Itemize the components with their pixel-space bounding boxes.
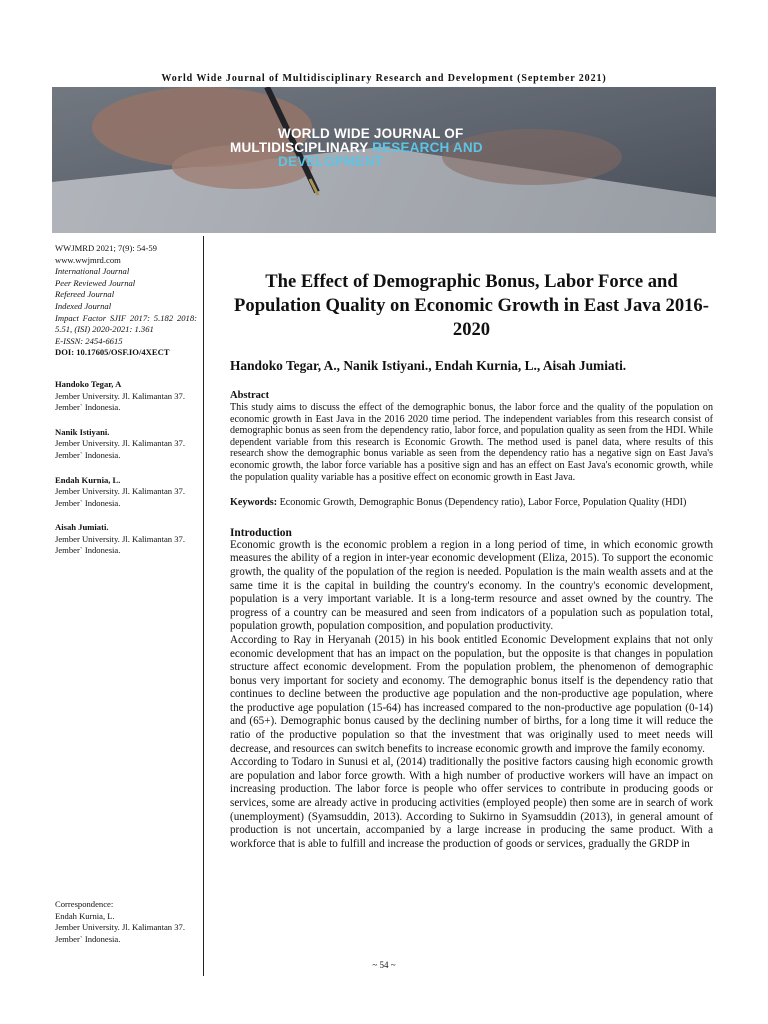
paper-authors: Handoko Tegar, A., Nanik Istiyani., Endah Kurnia, L., Aisah Jumiati.: [230, 358, 627, 373]
column-divider: [203, 236, 204, 976]
author-affiliation: Jember University. Jl. Kalimantan 37. Jember` Indonesia.: [55, 438, 185, 460]
correspondence-label: Correspondence:: [55, 899, 114, 909]
doi-link[interactable]: DOI: 10.17605/OSF.IO/4XECT: [55, 347, 170, 358]
intro-paragraph-1: Economic growth is the economic problem a region in a long period of time, in which economic growth measures the ability of a region in inter-year economic development (Eliza, 2015). To support the economic growth, the quality of the population of the region is needed. Population is the main wealth assets and at the same time it is the capital in building the country's economy. In the country's economic development, population is a very important variable. It is a long-term resource and asset owned by the country. The progress of a country can be measured and seen from indicators of a population such as population total, population growth, population composition, and population productivity.: [230, 538, 713, 633]
keywords-text: Economic Growth, Demographic Bonus (Dependency ratio), Labor Force, Population Quality (HDI): [279, 497, 687, 509]
banner-line-3: DEVELOPMENT: [278, 154, 383, 169]
citation: WWJMRD 2021; 7(9): 54-59: [55, 243, 157, 253]
author-affiliation: Jember University. Jl. Kalimantan 37. Jember` Indonesia.: [55, 533, 185, 556]
page-number: ~ 54 ~: [372, 960, 396, 970]
eissn: E-ISSN: 2454-6615: [55, 335, 123, 346]
journal-type-2: Peer Reviewed Journal: [55, 277, 136, 288]
journal-banner: [52, 87, 716, 233]
sidebar-meta: [55, 243, 197, 557]
impact-factor: Impact Factor SJIF 2017: 5.182 2018: 5.51, (ISI) 2020-2021: 1.361: [55, 312, 197, 335]
banner-title: [230, 127, 483, 169]
banner-line-1: WORLD WIDE JOURNAL OF: [278, 126, 464, 141]
introduction-heading: Introduction: [230, 526, 292, 539]
journal-type-1: International Journal: [55, 266, 130, 277]
author-name: Aisah Jumiati.: [55, 522, 109, 533]
correspondence-block: [55, 899, 197, 945]
journal-type-3: Refereed Journal: [55, 289, 115, 300]
journal-header: World Wide Journal of Multidisciplinary Research and Development (September 2021): [161, 73, 607, 84]
website-link[interactable]: www.wwjmrd.com: [55, 254, 121, 265]
main-column: [230, 270, 713, 851]
sidebar-author-3: [55, 475, 197, 510]
banner-line-2b: RESEARCH AND: [372, 140, 483, 155]
author-affiliation: Jember University. Jl. Kalimantan 37. Jember` Indonesia.: [55, 390, 185, 413]
keywords-label: Keywords:: [230, 497, 278, 509]
paper-title: The Effect of Demographic Bonus, Labor Force and Population Quality on Economic Growth in East Java 2016-2020: [234, 271, 709, 340]
author-name: Handoko Tegar, A: [55, 378, 122, 389]
banner-line-2a: MULTIDISCIPLINARY: [230, 140, 373, 155]
keywords: [230, 497, 713, 509]
author-name: Endah Kurnia, L.: [55, 474, 121, 485]
correspondence-name: Endah Kurnia, L.: [55, 910, 115, 921]
journal-type-4: Indexed Journal: [55, 300, 112, 311]
sidebar-author-2: [55, 427, 197, 462]
correspondence-affiliation: Jember University. Jl. Kalimantan 37. Jember` Indonesia.: [55, 922, 185, 944]
intro-paragraph-2: According to Ray in Heryanah (2015) in his book entitled Economic Development explains that not only economic development that has an impact on the population, but the opposite is that changes in population structure affect economic development. From the population problem, the phenomenon of demographic bonus very important for society and economy. The demographic bonus itself is the dependency ratio that continues to decline between the productive age population and the non-productive age population, where the productive age population (15-64) has increased compared to the non-productive age population (0-14) and (65+). Demographic bonus caused by the declining number of births, for a long time it will reduce the ratio of the productive population so that the investment that was originally used to meet needs will decrease, and resources can switch benefits to increase economic growth and improve the family economy.: [230, 633, 713, 755]
intro-paragraph-3: According to Todaro in Sunusi et al, (2014) traditionally the positive factors causing high economic growth are population and labor force growth. With a high number of productive workers will have an impact on increasing production. The labor force is people who offer services to contribute in producing goods or services, some are already active in producing activities (employed people) then some are in search of work (unemployment) (Syamsuddin, 2013). According to Sukirno in Syamsuddin (2013), in general amount of production is not uncertain, accompanied by a large increase in producing the same product. With a workforce that is able to fulfill and increase the production of goods or services, gradually the GRDP in: [230, 756, 713, 850]
abstract-text: This study aims to discuss the effect of the demographic bonus, the labor force and the quality of the population on economic growth in East Java in the 2016 2020 time period. The independent variables from this research consist of demographic bonus as seen from the dependency ratio, labor force, and population quality as seen from the HDI. While dependent variable from this research is Economic Growth. The method used is panel data, where results of this research show the demographic bonus variable as seen from the dependency ratio has a negative sign on East Java's economic growth, the labor force variable has a positive sign and has an effect on East Java's economic growth, while the population quality variable has a positive effect on economic growth in East Java.: [230, 402, 713, 483]
sidebar-author-1: [55, 379, 197, 414]
author-name: Nanik Istiyani.: [55, 426, 110, 437]
author-affiliation: Jember University. Jl. Kalimantan 37. Jember` Indonesia.: [55, 486, 185, 508]
sidebar-author-4: [55, 522, 197, 557]
abstract-heading: Abstract: [230, 390, 270, 401]
